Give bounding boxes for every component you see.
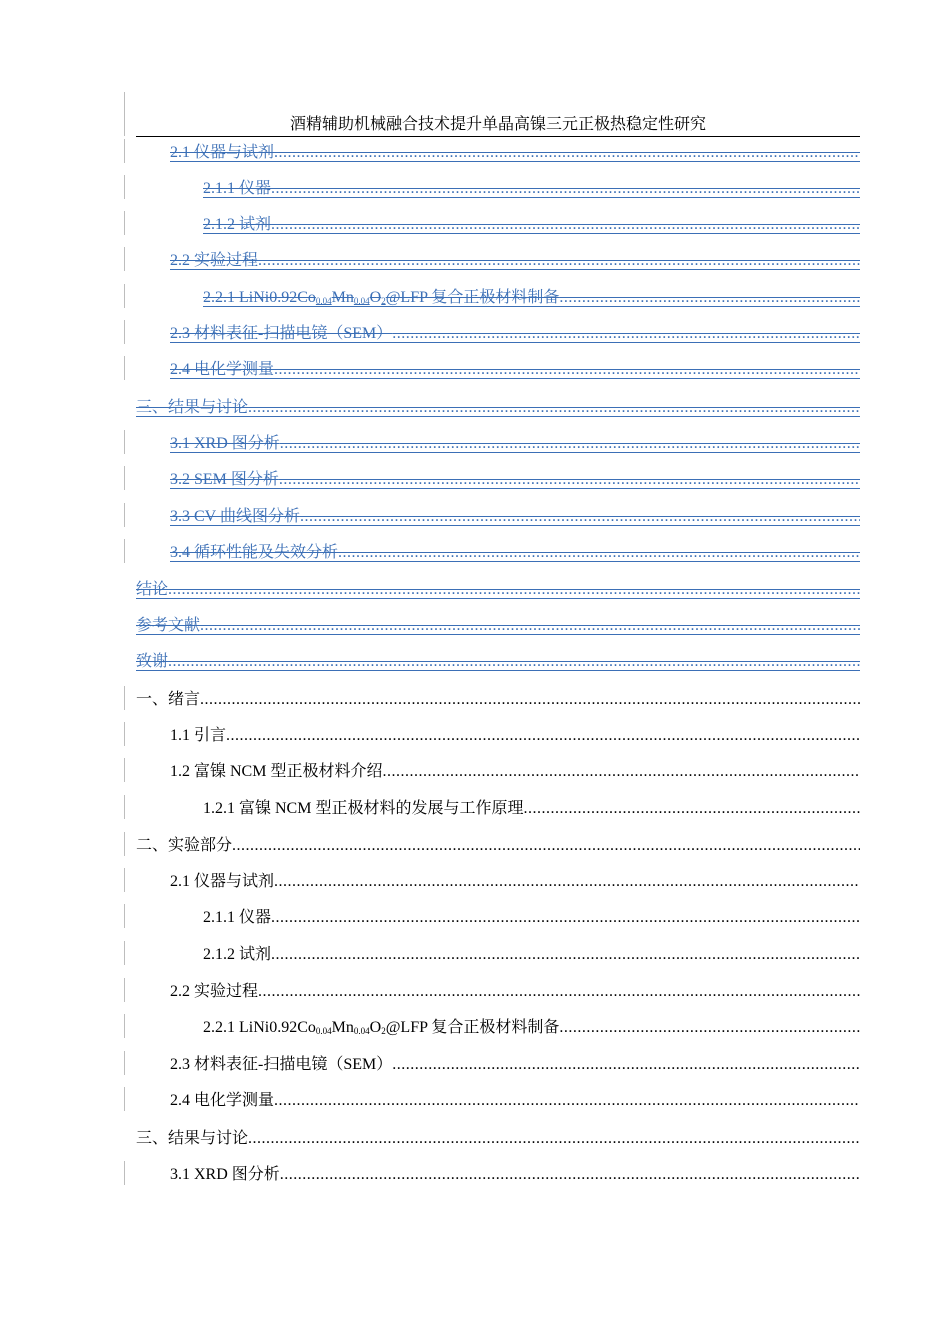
toc-entry-text: 2.1.1 仪器 (203, 180, 272, 197)
toc-deleted-entry[interactable] (203, 177, 860, 199)
change-bar (124, 868, 125, 892)
formula-subscript: 0.04 (315, 1026, 332, 1036)
toc-leader-dots (271, 179, 860, 199)
toc-entry-text: 三、结果与讨论 (136, 1130, 249, 1147)
toc-entry-text: 2.2 实验过程 (170, 252, 259, 269)
change-bar (124, 175, 125, 199)
toc-deleted-entry[interactable] (170, 505, 860, 527)
toc-leader-dots (271, 945, 860, 965)
toc-leader-dots (280, 434, 860, 454)
toc-entry-text: 2.1 仪器与试剂 (170, 144, 275, 161)
toc-leader-dots (559, 288, 860, 308)
change-bar (124, 1014, 125, 1038)
toc-entry[interactable] (203, 797, 860, 819)
toc-entry[interactable] (170, 1089, 860, 1111)
formula-subscript: 2 (381, 1026, 386, 1036)
toc-entry-text: 3.1 XRD 图分析 (170, 1166, 280, 1183)
toc-entry[interactable] (136, 688, 860, 710)
change-bar (124, 978, 125, 1002)
toc-entry-text: 三、结果与讨论 (136, 399, 249, 416)
toc-leader-dots (274, 872, 860, 892)
page-header-title: 酒精辅助机械融合技术提升单晶高镍三元正极热稳定性研究 (136, 114, 860, 137)
change-bar (124, 722, 125, 746)
formula-part: O (369, 1019, 382, 1036)
change-bar (124, 1087, 125, 1111)
formula-part: @LFP 复合正极材料制备 (385, 289, 560, 306)
toc-entry-text: 2.3 材料表征-扫描电镜（SEM） (170, 325, 393, 342)
change-bar (124, 92, 125, 136)
toc-leader-dots (559, 1018, 860, 1038)
toc-entry-text: 1.2 富镍 NCM 型正极材料介绍 (170, 763, 383, 780)
toc-leader-dots (300, 507, 860, 527)
formula-subscript: 0.04 (315, 296, 332, 306)
toc-leader-dots (258, 982, 860, 1002)
toc-entry-text: 2.4 电化学测量 (170, 1092, 275, 1109)
toc-entry-text: 2.1.2 试剂 (203, 216, 272, 233)
toc-leader-dots (232, 836, 860, 856)
toc-deleted-entry[interactable] (170, 141, 860, 163)
change-bar (124, 832, 125, 856)
toc-deleted-entry[interactable] (170, 432, 860, 454)
toc-entry[interactable] (170, 870, 860, 892)
toc-deleted-entry[interactable] (203, 213, 860, 235)
toc-leader-dots (392, 1055, 860, 1075)
toc-entry-text: 1.1 引言 (170, 727, 227, 744)
change-bar (124, 320, 125, 344)
toc-deleted-entry[interactable] (136, 578, 860, 600)
toc-leader-dots (258, 251, 860, 271)
change-bar (124, 795, 125, 819)
toc-leader-dots (271, 908, 860, 928)
toc-deleted-entry[interactable] (170, 322, 860, 344)
formula-part: O (369, 289, 382, 306)
toc-entry[interactable] (203, 943, 860, 965)
change-bar (124, 758, 125, 782)
toc-entry[interactable] (170, 1053, 860, 1075)
toc-leader-dots (226, 726, 860, 746)
toc-leader-dots (248, 1129, 860, 1149)
toc-entry[interactable] (136, 1127, 860, 1149)
toc-deleted-entry[interactable] (170, 358, 860, 380)
change-bar (124, 904, 125, 928)
toc-deleted-entry[interactable] (136, 396, 860, 418)
formula-part: 2.2.1 LiNi0.92Co (203, 1019, 316, 1036)
toc-entry[interactable] (136, 834, 860, 856)
toc-entry-text: 致谢 (136, 653, 169, 670)
change-bar (124, 941, 125, 965)
toc-entry-text: 参考文献 (136, 617, 201, 634)
toc-leader-dots (168, 652, 860, 672)
toc-entry-text: 一、绪言 (136, 691, 201, 708)
formula-part: Mn (331, 289, 354, 306)
change-bar (124, 139, 125, 163)
change-bar (124, 466, 125, 490)
toc-leader-dots (274, 1091, 860, 1111)
change-bar (124, 686, 125, 710)
toc-entry[interactable] (170, 724, 860, 746)
toc-leader-dots (338, 543, 860, 563)
toc-entry[interactable] (170, 980, 860, 1002)
change-bar (124, 284, 125, 308)
toc-leader-dots (280, 1165, 860, 1185)
toc-entry[interactable] (203, 906, 860, 928)
toc-deleted-entry[interactable] (170, 468, 860, 490)
change-bar (124, 356, 125, 380)
toc-deleted-entry[interactable] (136, 650, 860, 672)
toc-entry-text: 3.4 循环性能及失效分析 (170, 544, 339, 561)
toc-leader-dots (382, 762, 860, 782)
toc-entry-text: 3.2 SEM 图分析 (170, 471, 279, 488)
formula-part: @LFP 复合正极材料制备 (385, 1019, 560, 1036)
change-bar (124, 211, 125, 235)
change-bar (124, 1161, 125, 1185)
toc-entry-text: 2.1.2 试剂 (203, 946, 272, 963)
change-bar (124, 1051, 125, 1075)
formula-subscript: 0.04 (353, 296, 370, 306)
toc-entry-text: 2.1 仪器与试剂 (170, 873, 275, 890)
formula-subscript: 2 (381, 296, 386, 306)
formula-subscript: 0.04 (353, 1026, 370, 1036)
toc-entry-text: 2.3 材料表征-扫描电镜（SEM） (170, 1056, 393, 1073)
toc-deleted-entry[interactable] (170, 541, 860, 563)
toc-deleted-entry[interactable] (136, 614, 860, 636)
toc-deleted-entry[interactable] (170, 249, 860, 271)
toc-entry-text: 2.2 实验过程 (170, 983, 259, 1000)
formula-part: 2.2.1 LiNi0.92Co (203, 289, 316, 306)
toc-leader-dots (200, 616, 860, 636)
toc-entry-text: 3.3 CV 曲线图分析 (170, 508, 300, 525)
toc-leader-dots (274, 360, 860, 380)
toc-entry-text: 二、实验部分 (136, 837, 233, 854)
toc-entry-text (203, 288, 559, 308)
toc-leader-dots (200, 690, 860, 710)
toc-entry[interactable] (170, 1163, 860, 1185)
change-bar (124, 503, 125, 527)
toc-entry-text: 1.2.1 富镍 NCM 型正极材料的发展与工作原理 (203, 800, 524, 817)
toc-deleted-entry[interactable] (203, 286, 860, 308)
toc-leader-dots (392, 324, 860, 344)
change-bar (124, 430, 125, 454)
toc-entry[interactable] (203, 1016, 860, 1038)
toc-leader-dots (274, 143, 860, 163)
toc-leader-dots (279, 470, 860, 490)
change-bar (124, 247, 125, 271)
toc-leader-dots (248, 398, 860, 418)
toc-entry-text: 2.4 电化学测量 (170, 361, 275, 378)
toc-entry-text: 结论 (136, 581, 169, 598)
formula-part: Mn (331, 1019, 354, 1036)
toc-entry-text (203, 1018, 559, 1038)
toc-entry-text: 3.1 XRD 图分析 (170, 435, 280, 452)
toc-entry-text: 2.1.1 仪器 (203, 909, 272, 926)
toc-leader-dots (523, 799, 860, 819)
toc-leader-dots (271, 215, 860, 235)
change-bar (124, 539, 125, 563)
toc-leader-dots (168, 580, 860, 600)
toc-entry[interactable] (170, 760, 860, 782)
